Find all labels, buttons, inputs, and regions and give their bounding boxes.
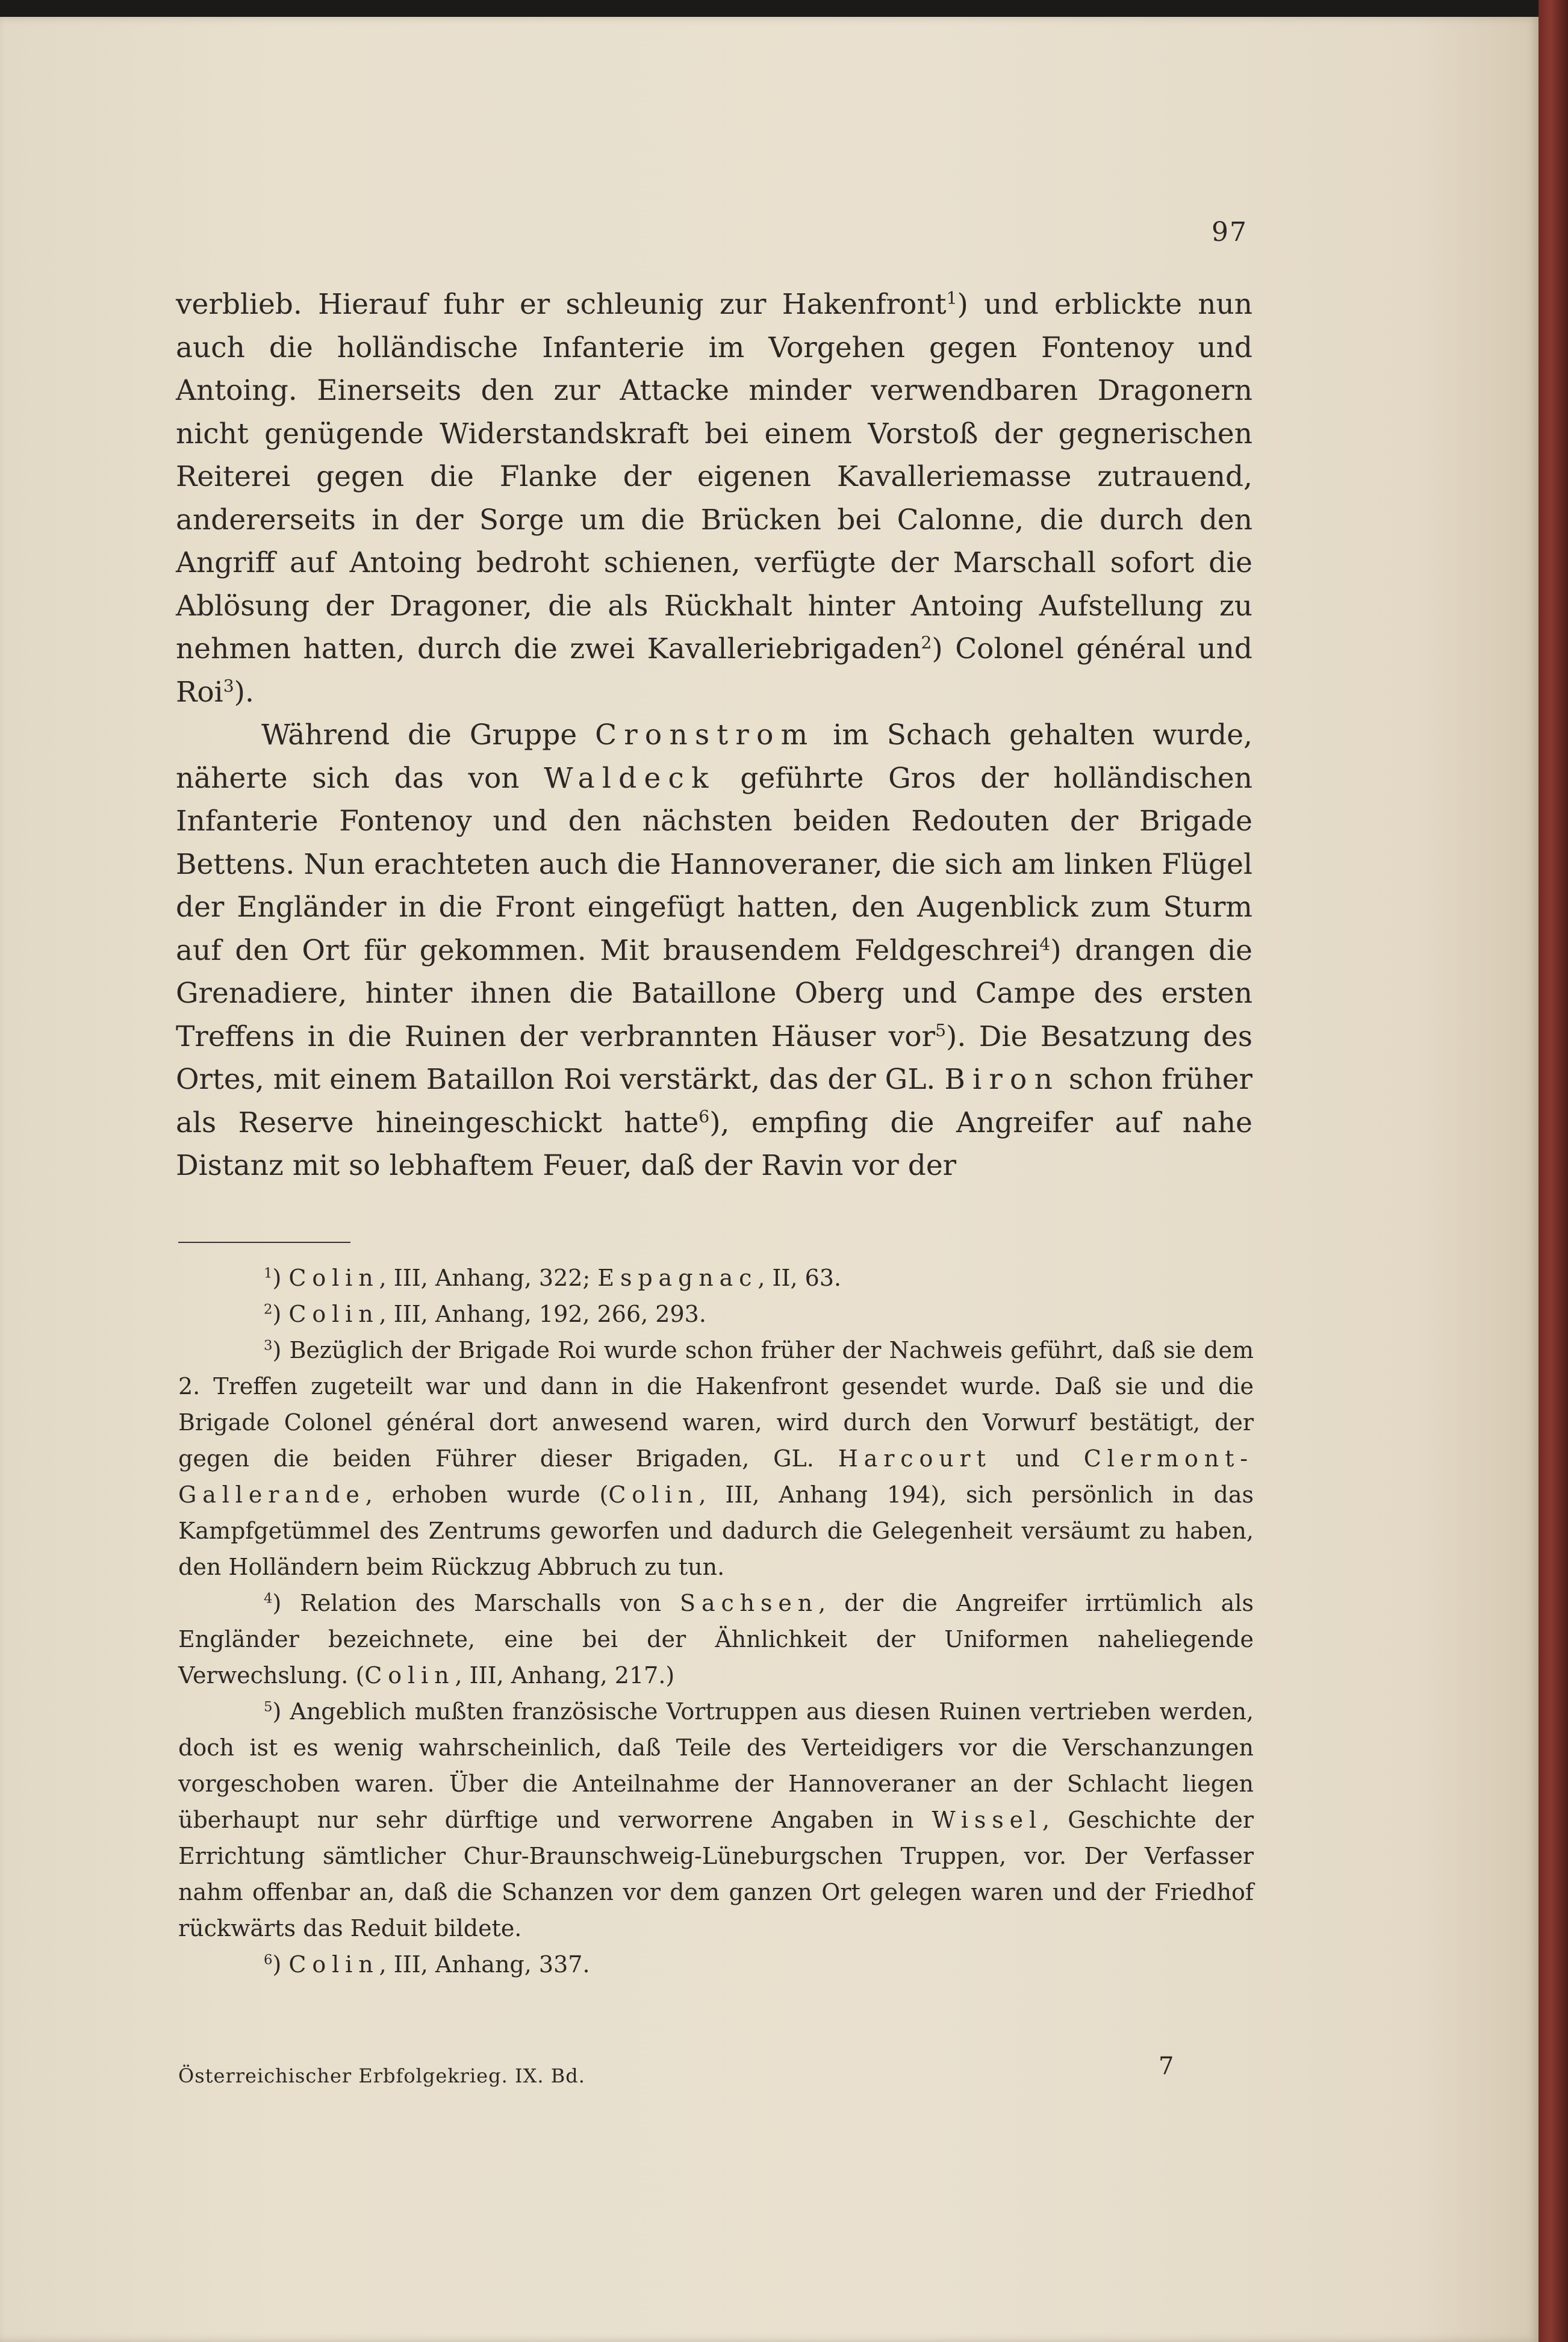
text-run: ) Colonel général und Roi [176, 632, 1252, 709]
text-run: und [991, 1445, 1084, 1472]
text-run: ), empfing die Angreifer auf nahe Distanz mit so lebhaftem Feuer, daß der Ravin vor der [176, 1106, 1252, 1182]
footnote-ref: 6 [698, 1106, 710, 1126]
spaced-name: Colin [288, 1265, 379, 1291]
body-text [176, 283, 1252, 1188]
spaced-name: Colin [364, 1662, 455, 1689]
footnote-3 [178, 1332, 1254, 1585]
spaced-name: Cronstrom [595, 718, 815, 752]
footnote-ref: 4 [1039, 933, 1051, 954]
footnote-5 [178, 1693, 1254, 1946]
footnote-mark: 6 [264, 1952, 273, 1968]
footnote-ref: 5 [935, 1020, 946, 1040]
spaced-name: Colin [608, 1481, 699, 1508]
paragraph [176, 283, 1252, 714]
paragraph [176, 714, 1252, 1188]
text-run: verblieb. Hierauf fuhr er schleunig zur Hakenfront [176, 288, 947, 321]
spaced-name: Wissel [932, 1807, 1043, 1833]
text-run: ) Bezüglich der Brigade Roi wurde schon früher der Nachweis geführt, daß sie dem 2. Treffen zugeteilt war und dann in die Hakenfront gesendet wurde. Daß sie und die Brigade Colonel général dort anwesend waren, wird durch den Vorwurf bestätigt, der gegen die beiden Führer dieser Brigaden, GL. [178, 1337, 1254, 1472]
spaced-name: Clermont-Gallerande [178, 1445, 1254, 1508]
text-run: , II, 63. [758, 1265, 842, 1291]
spaced-name: Espagnac [597, 1265, 758, 1291]
text-run: ). Die Besatzung des Ortes, mit einem Bataillon Roi verstärkt, das der GL. [176, 1020, 1252, 1096]
footnote-mark: 2 [264, 1301, 273, 1318]
footnotes [178, 1260, 1254, 1982]
sheet-number: 7 [1159, 2052, 1174, 2080]
spaced-name: Sachsen [680, 1590, 819, 1616]
footnote-1: $^1$) Colin, III, Anhang, 322; Espagnac, II, 63. [264, 1265, 842, 1291]
text-run: Während die Gruppe [261, 718, 596, 752]
spaced-name: Colin [288, 1951, 379, 1978]
footnote-4 [178, 1585, 1254, 1693]
footnote-mark: 5 [264, 1699, 273, 1715]
text-run: , der die Angreifer irrtümlich als Engländer bezeichnete, eine bei der Ähnlichkeit der Uniformen naheliegende Verwechslung. ( [178, 1590, 1254, 1689]
spaced-name: Harcourt [838, 1445, 992, 1472]
text-run: ). [234, 675, 254, 709]
text-run: , III, Anhang, 337. [379, 1951, 590, 1978]
text-run: ) drangen die Grenadiere, hinter ihnen die Bataillone Oberg und Campe des ersten Treffens in die Ruinen der verbrannten Häuser vor [176, 933, 1252, 1053]
footnote-divider [178, 1242, 350, 1243]
footnote-mark: 4 [264, 1590, 273, 1607]
text-run: geführte Gros der holländischen Infanterie Fontenoy und den nächsten beiden Redouten der Brigade Bettens. Nun erachteten auch die Hannoveraner, die sich am linken Flügel der Engländer in die Front eingefügt hatten, den Augenblick zum Sturm auf den Ort für gekommen. Mit brausendem Feldgeschrei [176, 761, 1252, 967]
text-run: , III, Anhang 194), sich persönlich in das Kampfgetümmel des Zentrums geworfen und dadurch die Gelegenheit versäumt zu haben, den Holländern beim Rückzug Abbruch zu tun. [178, 1481, 1254, 1580]
page-number: 97 [1212, 217, 1248, 248]
text-run: schon früher als Reserve hineingeschickt hatte [176, 1063, 1253, 1139]
footnote-mark: 1 [264, 1265, 273, 1282]
footnote-6: $^6$) Colin, III, Anhang, 337. [264, 1951, 590, 1978]
text-run: , Geschichte der Errichtung sämtlicher Chur-Braunschweig-Lüneburgschen Truppen, vor. Der Verfasser nahm offenbar an, daß die Schanzen vor dem ganzen Ort gelegen waren und der Friedhof rückwärts das Reduit bildete. [178, 1807, 1254, 1942]
spaced-name: Biron [944, 1063, 1060, 1096]
footnote-mark: 3 [264, 1338, 273, 1354]
footnote-ref: 1 [946, 288, 957, 308]
text-run: ) Angeblich mußten französische Vortruppen aus diesen Ruinen vertrieben werden, doch ist es wenig wahrscheinlich, daß Teile des Verteidigers vor die Verschanzungen vorgeschoben waren. Über die Anteilnahme der Hannoveraner an der Schlacht liegen überhaupt nur sehr dürftige und verworrene Angaben in [178, 1698, 1254, 1833]
spaced-name: Waldeck [544, 761, 716, 795]
printer-signature: Österreichischer Erbfolgekrieg. IX. Bd. [178, 2064, 585, 2087]
footnote-2: $^2$) Colin, III, Anhang, 192, 266, 293. [264, 1301, 706, 1327]
text-run: ) Relation des Marschalls von [272, 1590, 680, 1616]
text-run: , erhoben wurde ( [365, 1481, 609, 1508]
text-run: , III, Anhang, 217.) [455, 1662, 675, 1689]
footnote-ref: 2 [921, 632, 932, 653]
footnote-ref: 3 [223, 675, 234, 696]
book-binding-edge [1538, 0, 1568, 2342]
text-run: , III, Anhang, 192, 266, 293. [379, 1301, 706, 1327]
text-run: ) und erblickte nun auch die holländische Infanterie im Vorgehen gegen Fontenoy und Antoing. Einerseits den zur Attacke minder verwendbaren Dragonern nicht genügende Widerstandskraft bei einem Vorstoß der gegnerischen Reiterei gegen die Flanke der eigenen Kavalleriemasse zutrauend, andererseits in der Sorge um die Brücken bei Calonne, die durch den Angriff auf Antoing bedroht schienen, verfügte der Marschall sofort die Ablösung der Dragoner, die als Rückhalt hinter Antoing Aufstellung zu nehmen hatten, durch die zwei Kavalleriebrigaden [176, 288, 1253, 665]
text-run: , III, Anhang, 322; [379, 1265, 598, 1291]
spaced-name: Colin [288, 1301, 379, 1327]
text-run: im Schach gehalten wurde, näherte sich das von [176, 718, 1252, 795]
